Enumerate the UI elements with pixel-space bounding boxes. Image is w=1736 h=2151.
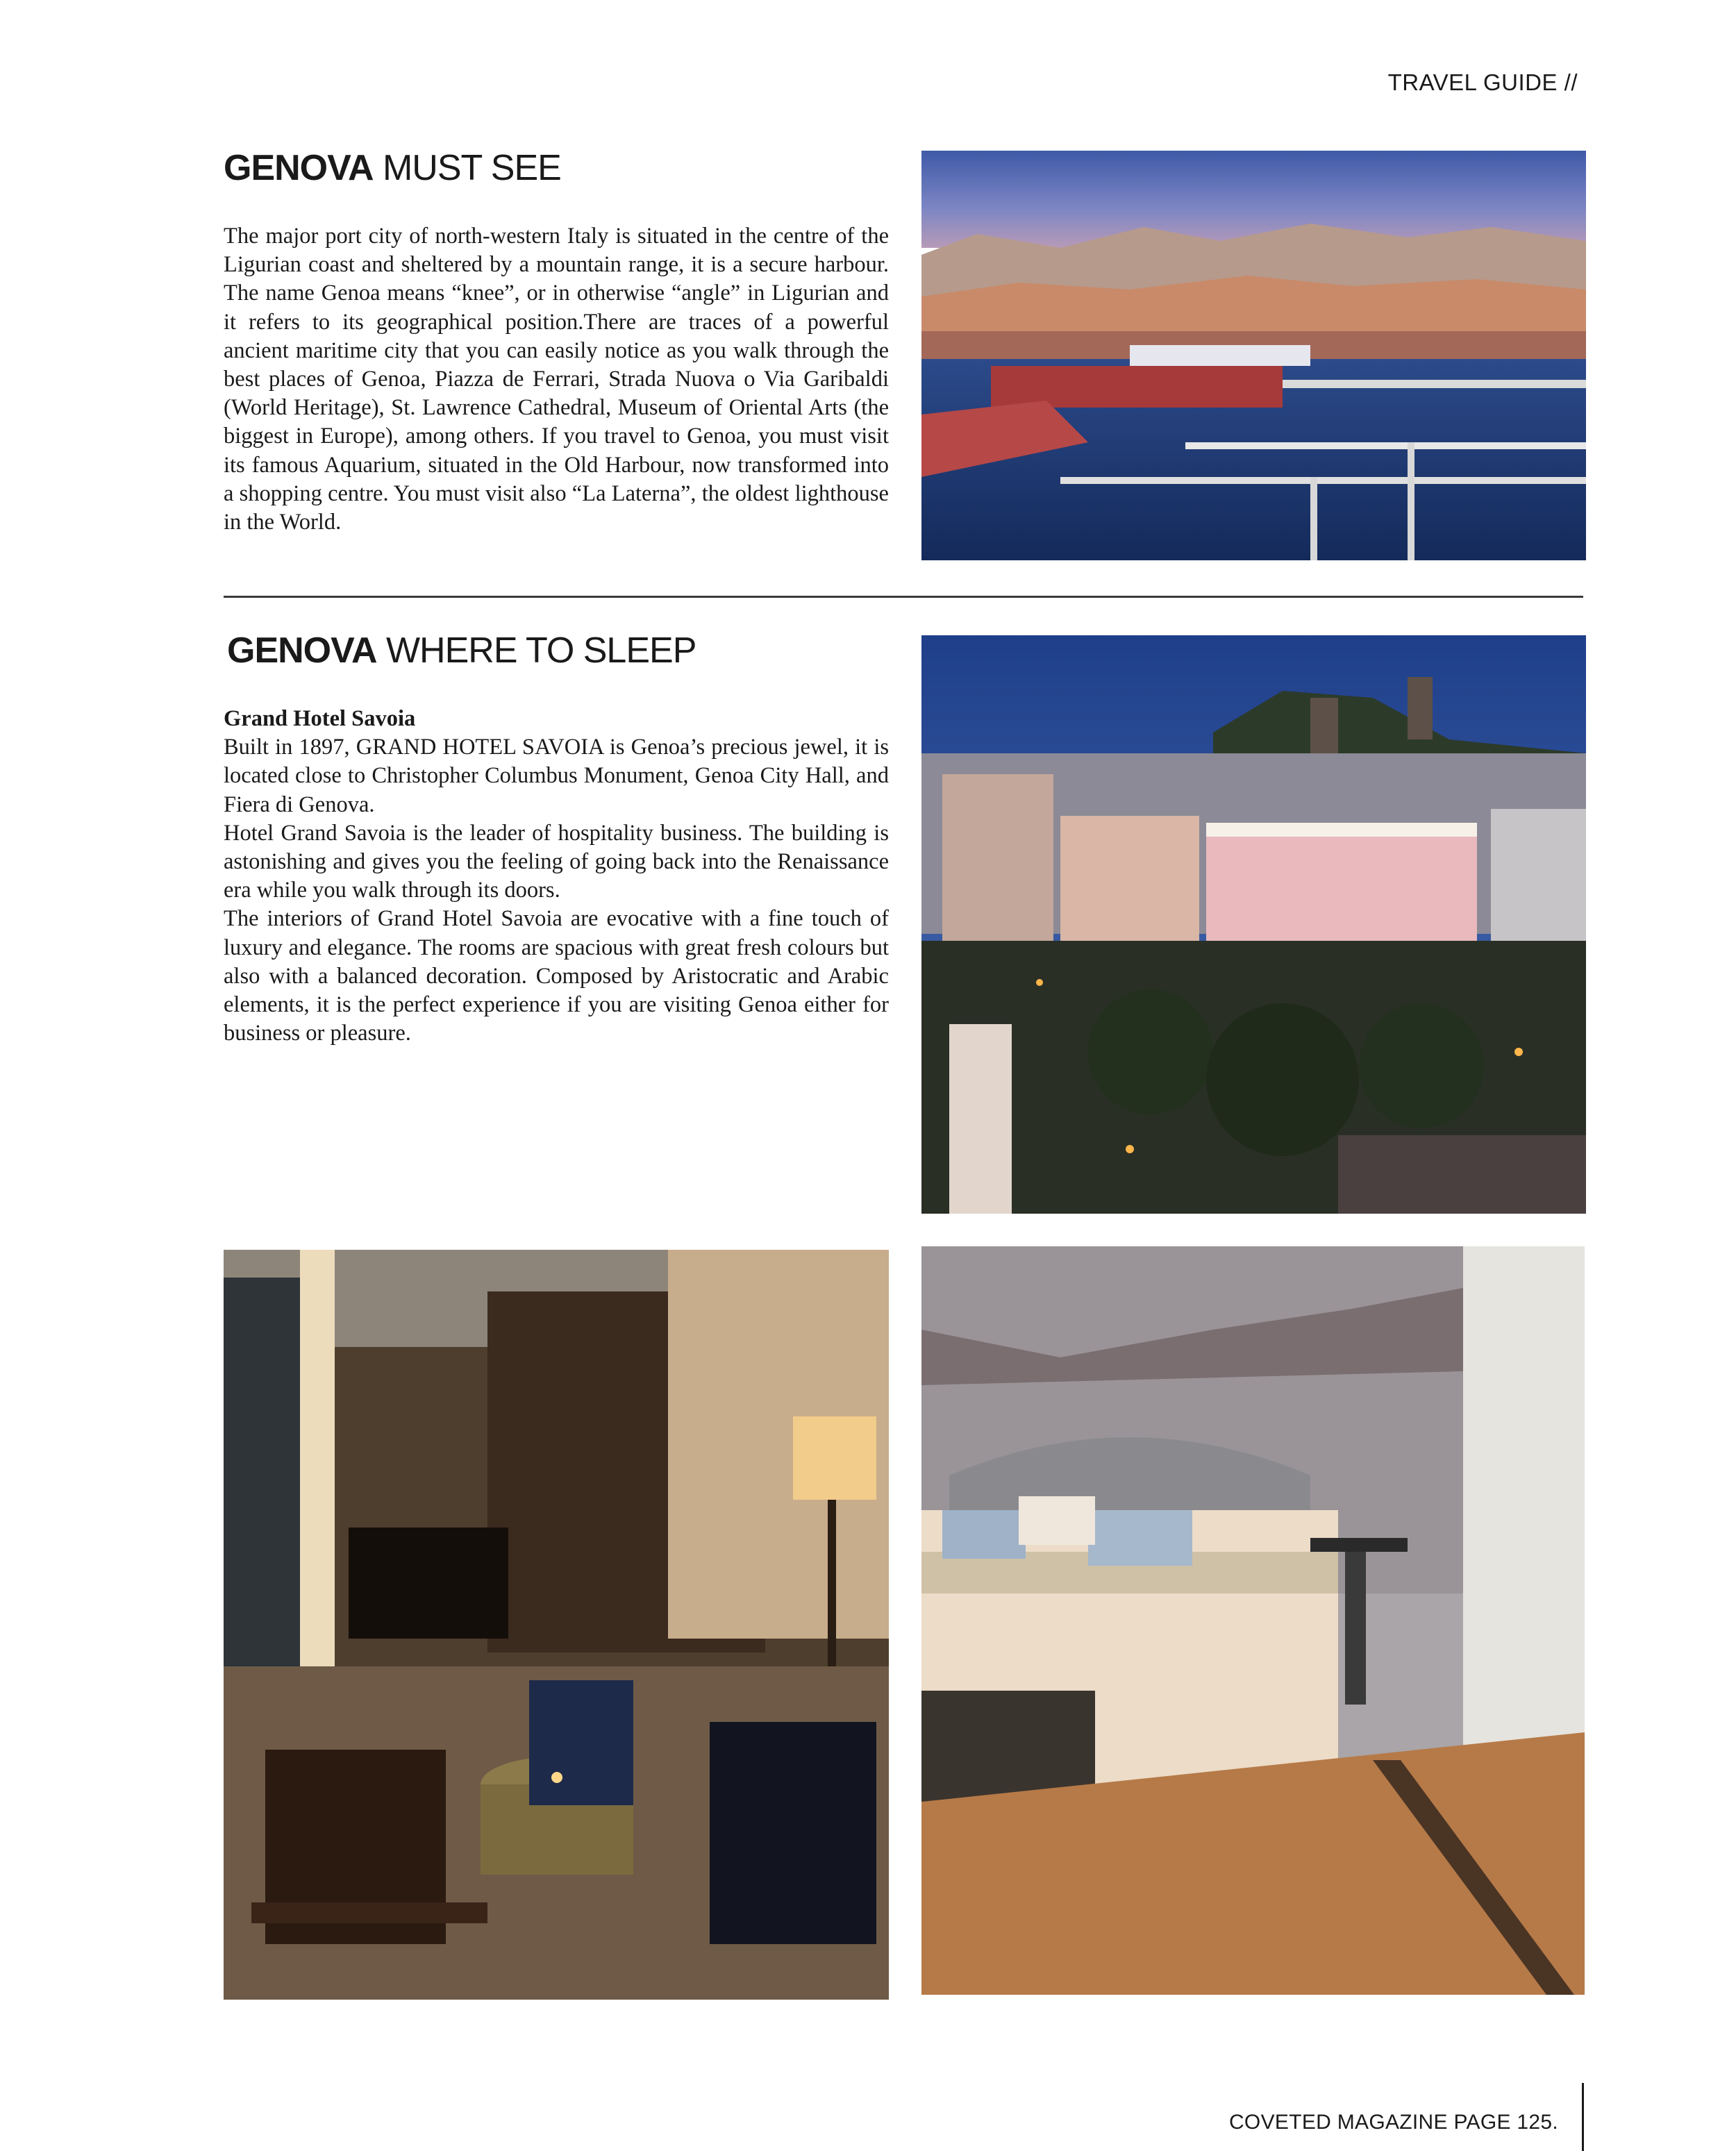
must-see-article-text xyxy=(224,222,889,537)
hotel-lobby-photo xyxy=(224,1250,889,2000)
where-to-sleep-title xyxy=(227,630,696,671)
footer-vertical-rule xyxy=(1582,2083,1584,2151)
genoa-harbour-photo xyxy=(921,151,1586,560)
hotel-paragraph: Built in 1897, GRAND HOTEL SAVOIA is Genoa’s precious jewel, it is located close to Christopher Columbus Monument, Genoa City Hall, and Fiera di Genova. xyxy=(224,735,889,817)
hotel-paragraph: Hotel Grand Savoia is the leader of hospitality business. The building is astonishing and gives you the feeling of going back into the Renaissance era while you walk through its doors. xyxy=(224,820,889,903)
where-to-sleep-title-subject: WHERE TO SLEEP xyxy=(385,630,696,671)
hotel-bedroom-photo xyxy=(921,1246,1585,1995)
where-to-sleep-article-text xyxy=(224,705,889,1048)
must-see-title xyxy=(224,147,561,189)
where-to-sleep-title-city: GENOVA xyxy=(227,630,377,671)
must-see-title-city: GENOVA xyxy=(224,148,374,188)
hotel-name: Grand Hotel Savoia xyxy=(224,706,416,731)
page-footer-label: COVETED MAGAZINE PAGE 125. xyxy=(1228,2111,1558,2134)
hotel-paragraph: The interiors of Grand Hotel Savoia are evocative with a fine touch of luxury and elegance. The rooms are spacious with great fresh colours but also with a balanced decoration. Composed by Aristocratic and Arabic elements, it is the perfect experience if you are visiting Genoa either for business or pleasure. xyxy=(224,906,889,1046)
section-header-label: TRAVEL GUIDE // xyxy=(1387,69,1578,95)
must-see-title-subject: MUST SEE xyxy=(382,148,561,188)
grand-hotel-savoia-exterior-photo xyxy=(921,635,1586,1214)
section-divider xyxy=(224,596,1583,598)
must-see-paragraph: The major port city of north-western Italy is situated in the centre of the Ligurian coast and sheltered by a mountain range, it is a secure harbour. The name Genoa means “knee”, or in otherwise “angle” in Ligurian and it refers to its geographical position.There are traces of a powerful ancient maritime city that you can easily notice as you walk through the best places of Genoa, Piazza de Ferrari, Strada Nuova o Via Garibaldi (World Heritage), St. Lawrence Cathedral, Museum of Oriental Arts (the biggest in Europe), among others. If you travel to Genoa, you must visit its famous Aquarium, situated in the Old Harbour, now transformed into a shopping centre. You must visit also “La Laterna”, the oldest lighthouse in the World. xyxy=(224,224,889,535)
